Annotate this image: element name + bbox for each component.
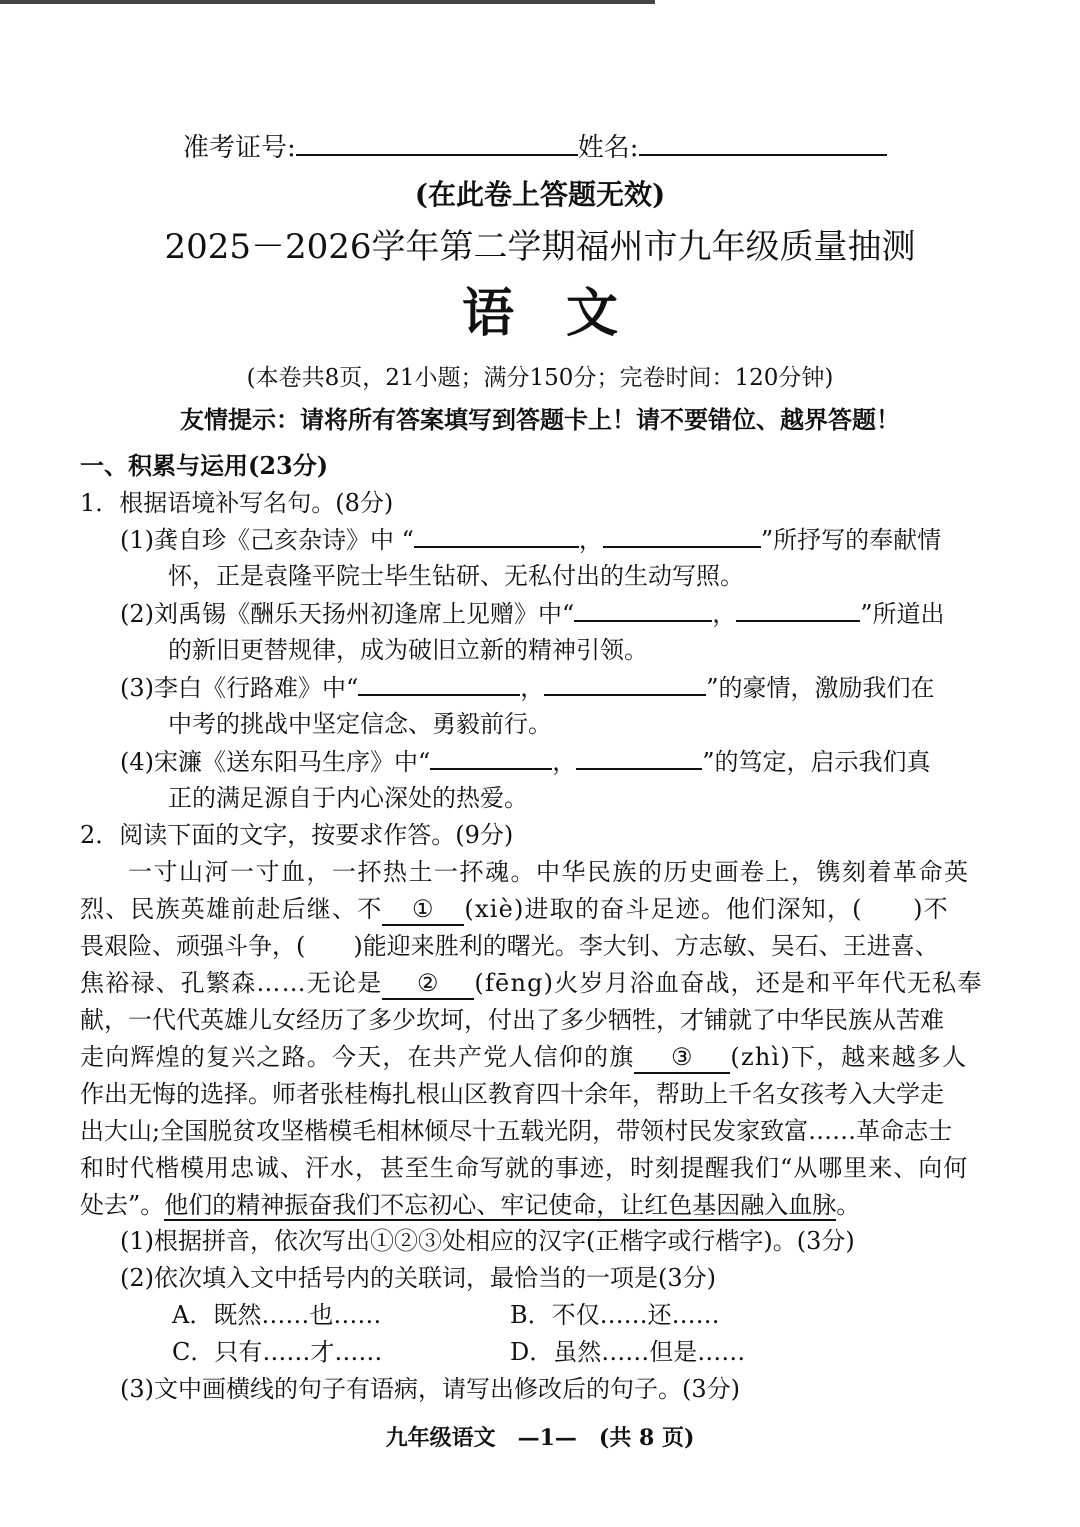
answer-blank[interactable] — [603, 524, 761, 548]
passage-line: 和时代楷模用忠诚、汗水，甚至生命写就的事迹，时刻提醒我们“从哪里来、向何 — [80, 1154, 969, 1182]
section-title: 一、积累与运用(23分) — [80, 451, 329, 480]
fill-blank-2[interactable]: ② — [382, 968, 474, 1000]
passage-line: 献，一代代英雄儿女经历了多少坎坷，付出了多少牺牲，才铺就了中华民族从苦难 — [80, 1006, 944, 1034]
name-field[interactable] — [639, 132, 887, 156]
fill-blank-1[interactable]: ① — [382, 894, 464, 926]
q1-item-4: (4)宋濂《送东阳马生序》中“ ， ”的笃定，启示我们真 — [120, 748, 931, 776]
q2-sub-1: (1)根据拼音，依次写出①②③处相应的汉字(正楷字或行楷字)。(3分) — [120, 1227, 855, 1255]
q1-item-2: (2)刘禹锡《酬乐天扬州初逢席上见赠》中“ ， ”所道出 — [120, 600, 945, 628]
exam-id-label: 准考证号: — [183, 133, 296, 163]
q2-stem: 2．阅读下面的文字，按要求作答。(9分) — [80, 821, 514, 849]
option-a[interactable]: A．既然……也…… — [172, 1301, 382, 1329]
passage-line: 一寸山河一寸血，一抔热土一抔魂。中华民族的历史画卷上，镌刻着革命英 — [128, 858, 970, 886]
subject-title: 语 文 — [461, 283, 618, 344]
q2-sub-2: (2)依次填入文中括号内的关联词，最恰当的一项是(3分) — [120, 1264, 716, 1292]
candidate-info-line — [183, 132, 887, 163]
option-c[interactable]: C．只有……才…… — [172, 1338, 383, 1366]
q2-sub-3: (3)文中画横线的句子有语病，请写出修改后的句子。(3分) — [120, 1375, 740, 1403]
passage-line: 出大山;全国脱贫攻坚楷模毛相林倾尽十五载光阴，带领村民发家致富……革命志士 — [80, 1117, 953, 1145]
q1-item-3: (3)李白《行路难》中“ ， ”的豪情，激励我们在 — [120, 674, 935, 702]
exam-id-field[interactable] — [296, 132, 578, 156]
name-label: 姓名: — [577, 133, 639, 163]
answer-blank[interactable] — [544, 672, 706, 696]
passage-line: 处去”。他们的精神振奋我们不忘初心、牢记使命，让红色基因融入血脉。 — [80, 1191, 861, 1219]
q1-item-4-cont: 正的满足源自于内心深处的热爱。 — [168, 784, 528, 812]
q1-item-1-cont: 怀，正是袁隆平院士毕生钻研、无私付出的生动写照。 — [168, 562, 744, 590]
exam-info: (本卷共8页，21小题；满分150分；完卷时间：120分钟) — [246, 365, 834, 391]
q1-stem: 1．根据语境补写名句。(8分) — [80, 489, 394, 517]
option-d[interactable]: D．虽然……但是…… — [510, 1338, 746, 1366]
passage-line: 作出无悔的选择。师者张桂梅扎根山区教育四十余年，帮助上千名女孩考入大学走 — [80, 1080, 944, 1108]
friendly-tip: 友情提示：请将所有答案填写到答题卡上！请不要错位、越界答题！ — [180, 405, 900, 434]
passage-line: 焦裕禄、孔繁森……无论是 ② (fēng)火岁月浴血奋战，还是和平年代无私奉 — [80, 968, 983, 1000]
scan-edge-line — [0, 0, 655, 4]
q1-item-1: (1)龚自珍《己亥杂诗》中 “ ， ”所抒写的奉献情 — [120, 526, 942, 554]
invalid-note: (在此卷上答题无效) — [414, 178, 666, 211]
answer-blank[interactable] — [414, 524, 579, 548]
answer-blank[interactable] — [430, 746, 552, 770]
answer-blank[interactable] — [736, 598, 860, 622]
passage-line: 烈、民族英雄前赴后继、不 ① (xiè)进取的奋斗足迹。他们深知，( )不 — [80, 894, 949, 926]
passage-line: 畏艰险、顽强斗争，( )能迎来胜利的曙光。李大钊、方志敏、吴石、王进喜、 — [80, 932, 939, 960]
q1-item-3-cont: 中考的挑战中坚定信念、勇毅前行。 — [168, 710, 552, 738]
fill-blank-3[interactable]: ③ — [634, 1042, 730, 1074]
option-b[interactable]: B．不仅……还…… — [510, 1301, 720, 1329]
underlined-sentence: 他们的精神振奋我们不忘初心、牢记使命，让红色基因融入血脉 — [164, 1191, 837, 1219]
answer-blank[interactable] — [574, 598, 712, 622]
answer-blank[interactable] — [358, 672, 520, 696]
page-footer: 九年级语文 —1— (共 8 页) — [385, 1425, 695, 1451]
q1-item-2-cont: 的新旧更替规律，成为破旧立新的精神引领。 — [168, 636, 648, 664]
passage-line: 走向辉煌的复兴之路。今天，在共产党人信仰的旗 ③ (zhì)下，越来越多人 — [80, 1042, 967, 1074]
answer-blank[interactable] — [576, 746, 702, 770]
exam-title: 2025－2026学年第二学期福州市九年级质量抽测 — [164, 227, 916, 267]
